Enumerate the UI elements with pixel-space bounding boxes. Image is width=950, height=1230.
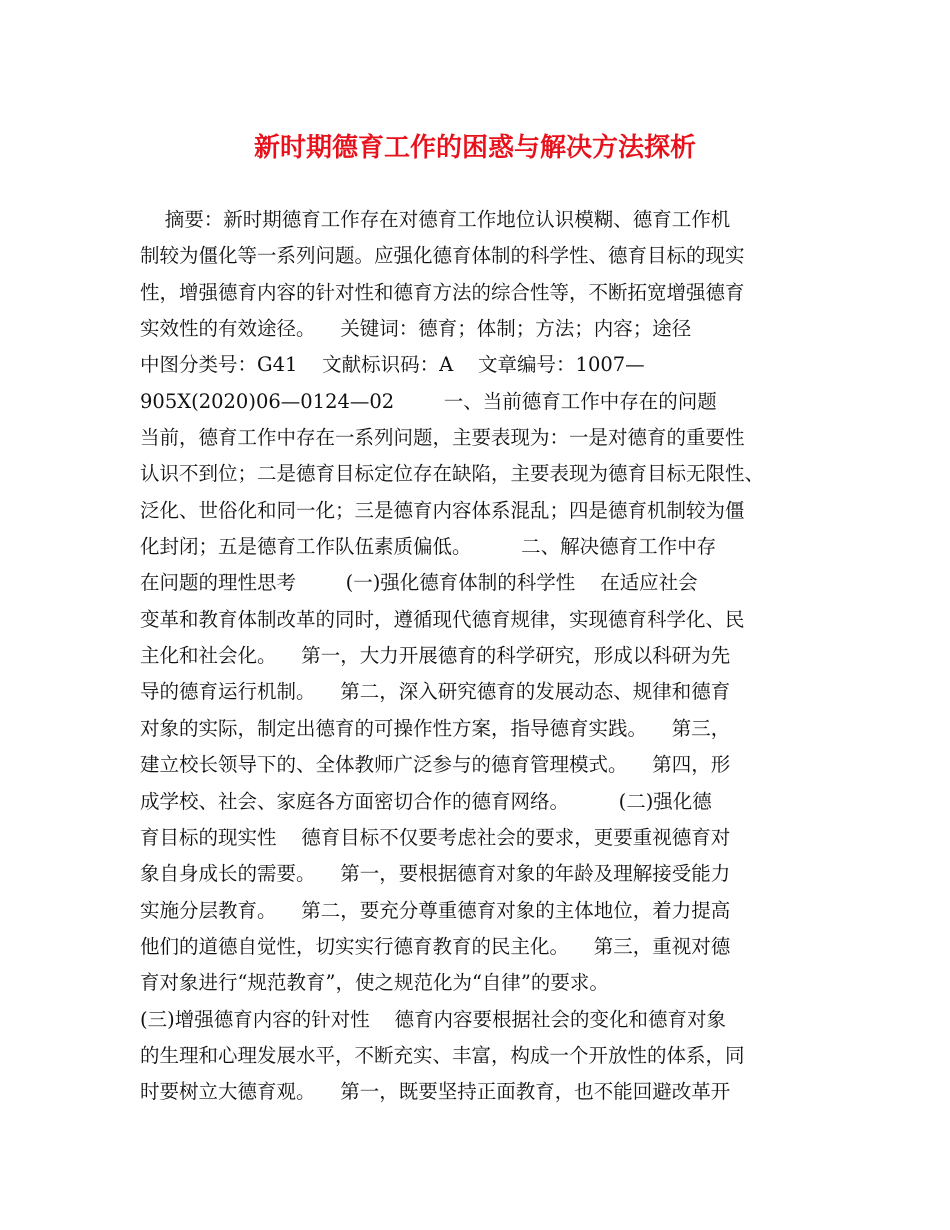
body-line: 摘要：新时期德育工作存在对德育工作地位认识模糊、德育工作机 xyxy=(140,208,731,231)
body-line: 变革和教育体制改革的同时，遵循现代德育规律，实现德育科学化、民 xyxy=(140,607,745,631)
document-title: 新时期德育工作的困惑与解决方法探析 xyxy=(253,133,696,163)
body-line: 认识不到位；二是德育目标定位存在缺陷，主要表现为德育目标无限性、 xyxy=(140,462,765,486)
body-line: 在问题的理性思考 (一)强化德育体制的科学性 在适应社会 xyxy=(140,571,698,595)
body-line: 性，增强德育内容的针对性和德育方法的综合性等，不断拓宽增强德育 xyxy=(140,280,745,304)
body-line: 育目标的现实性 德育目标不仅要考虑社会的要求，更要重视德育对 xyxy=(140,825,731,849)
body-line: 实施分层教育。 第二，要充分尊重德育对象的主体地位，着力提高 xyxy=(140,898,731,922)
body-line: 泛化、世俗化和同一化；三是德育内容体系混乱；四是德育机制较为僵 xyxy=(140,498,745,522)
body-line: 育对象进行“规范教育”，使之规范化为“自律”的要求。 xyxy=(140,971,609,995)
body-line: 主化和社会化。 第一，大力开展德育的科学研究，形成以科研为先 xyxy=(140,644,731,668)
body-line: 的生理和心理发展水平，不断充实、丰富，构成一个开放性的体系，同 xyxy=(140,1043,745,1067)
body-line: (三)增强德育内容的针对性 德育内容要根据社会的变化和德育对象 xyxy=(140,1007,727,1031)
body-line: 制较为僵化等一系列问题。应强化德育体制的科学性、德育目标的现实 xyxy=(140,244,745,268)
body-line: 建立校长领导下的、全体教师广泛参与的德育管理模式。 第四，形 xyxy=(140,753,731,777)
document-body xyxy=(140,202,812,1111)
body-line: 时要树立大德育观。 第一，既要坚持正面教育，也不能回避改革开 xyxy=(140,1080,731,1104)
body-line: 成学校、社会、家庭各方面密切合作的德育网络。 (二)强化德 xyxy=(140,789,712,813)
body-line: 化封闭；五是德育工作队伍素质偏低。 二、解决德育工作中存 xyxy=(140,535,717,559)
body-line: 象自身成长的需要。 第一，要根据德育对象的年龄及理解接受能力 xyxy=(140,862,731,886)
body-line: 当前，德育工作中存在一系列问题，主要表现为：一是对德育的重要性 xyxy=(140,426,745,450)
body-line: 他们的道德自觉性，切实实行德育教育的民主化。 第三，重视对德 xyxy=(140,934,731,958)
body-line: 对象的实际，制定出德育的可操作性方案，指导德育实践。 第三， xyxy=(140,716,731,740)
body-line: 导的德育运行机制。 第二，深入研究德育的发展动态、规律和德育 xyxy=(140,680,731,704)
body-line: 实效性的有效途径。 关键词：德育；体制；方法；内容；途径 xyxy=(140,317,692,341)
body-line: 中图分类号：G41 文献标识码：A 文章编号：1007— xyxy=(140,353,645,377)
body-line: 905X(2020)06—0124—02 一、当前德育工作中存在的问题 xyxy=(140,389,717,413)
